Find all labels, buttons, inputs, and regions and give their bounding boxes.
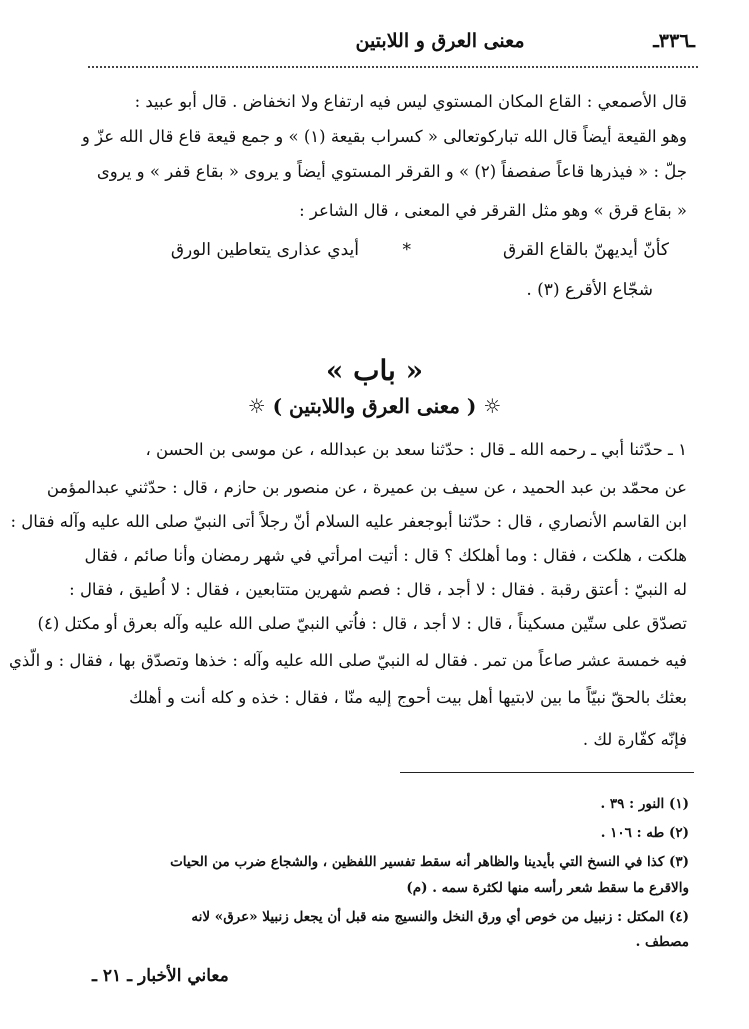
chapter-heading: « باب » [325,354,424,387]
header-title: معنى العرق و اللابتين [355,30,525,52]
hadith-line: فإنّه كفّارة لك . [582,730,687,749]
poem-hemistich-1: كأنّ أيديهنّ بالقاع القرق [503,240,669,260]
verse-separator: * [402,240,411,260]
intro-line: وهو القيعة أيضاً قال الله تباركوتعالى « كسراب بقيعة (١) » و جمع قيعة قاع قال الله عزّ و [81,127,687,146]
poem-verse [109,240,669,274]
intro-line: قال الأصمعي : القاع المكان المستوي ليس فيه ارتفاع ولا انخفاض . قال أبو عبيد : [134,92,687,111]
poem-hemistich-2: أيدي عذارى يتعاطين الورق [170,240,359,260]
hadith-line: ١ ـ حدّثنا أبي ـ رحمه الله ـ قال : حدّثنا سعد بن عبدالله ، عن موسى بن الحسن ، [145,440,687,459]
page-number: ـ٣٣٦ـ [653,30,695,52]
footnote-1: (١) النور : ٣٩ . [600,796,689,812]
header-dotted-rule [88,66,698,68]
footnote-4-continued: مصطف . [635,934,689,950]
hadith-line: له النبيّ : أعتق رقبة . فقال : لا أجد ، قال : فصم شهرين متتابعين ، فقال : لا اُطيق ، فقال : [69,580,687,599]
hadith-line: فيه خمسة عشر صاعاً من تمر . فقال له النبيّ صلى الله عليه وآله : خذها وتصدّق بها ، فقال : و الّذي [8,651,687,670]
poem-line-2: شجّاع الأقرع (٣) . [526,280,653,300]
intro-line: جلّ : « فيذرها قاعاً صفصفاً (٢) » و القرقر المستوي أيضاً و يروى « بقاع قفر » و يروى [96,162,687,181]
running-header [90,28,695,62]
footnote-2: (٢) طه : ١٠٦ . [600,825,689,841]
footnote-3: (٣) كذا في النسخ التي بأيدينا والظاهر أنه سقط تفسير اللفظين ، والشجاع ضرب من الحيات [170,854,689,870]
footnote-separator [400,772,694,773]
intro-line: « بقاع قرق » وهو مثل القرقر في المعنى ، قال الشاعر : [299,201,687,220]
footnote-4: (٤) المكتل : زنبيل من خوص أي ورق النخل والنسيج منه قبل أن يجعل زنبيلا «عرق» لانه [191,909,689,925]
footnote-3-continued: والاقرع ما سقط شعر رأسه منها لكثرة سمه . (م) [406,880,689,896]
hadith-line: عن محمّد بن عبد الحميد ، عن سيف بن عميرة ، عن منصور بن حازم ، قال : حدّثني عبدالمؤمن [46,478,687,497]
hadith-line: تصدّق على ستّين مسكيناً ، قال : لا أجد ، قال : فاُتي النبيّ صلى الله عليه وآله بعرق أو مكتل (٤) [37,614,687,633]
hadith-line: هلكت ، هلكت ، فقال : وما أهلكك ؟ قال : أتيت امرأتي في شهر رمضان وأنا صائم ، فقال [84,546,687,565]
book-signature-footer: معاني الأخبار ـ ٢١ ـ [92,966,229,986]
hadith-line: بعثك بالحقّ نبيّاً ما بين لابتيها أهل بيت أحوج إليه منّا ، فقال : خذه و كله أنت و أهلك [129,688,687,707]
hadith-line: ابن القاسم الأنصاري ، قال : حدّثنا أبوجعفر عليه السلام أنّ رجلاً أتى النبيّ صلى الله عليه وآله فقال : [10,512,687,531]
chapter-subtitle: ☼ ( معنى العرق واللابتين ) ☼ [247,394,502,418]
